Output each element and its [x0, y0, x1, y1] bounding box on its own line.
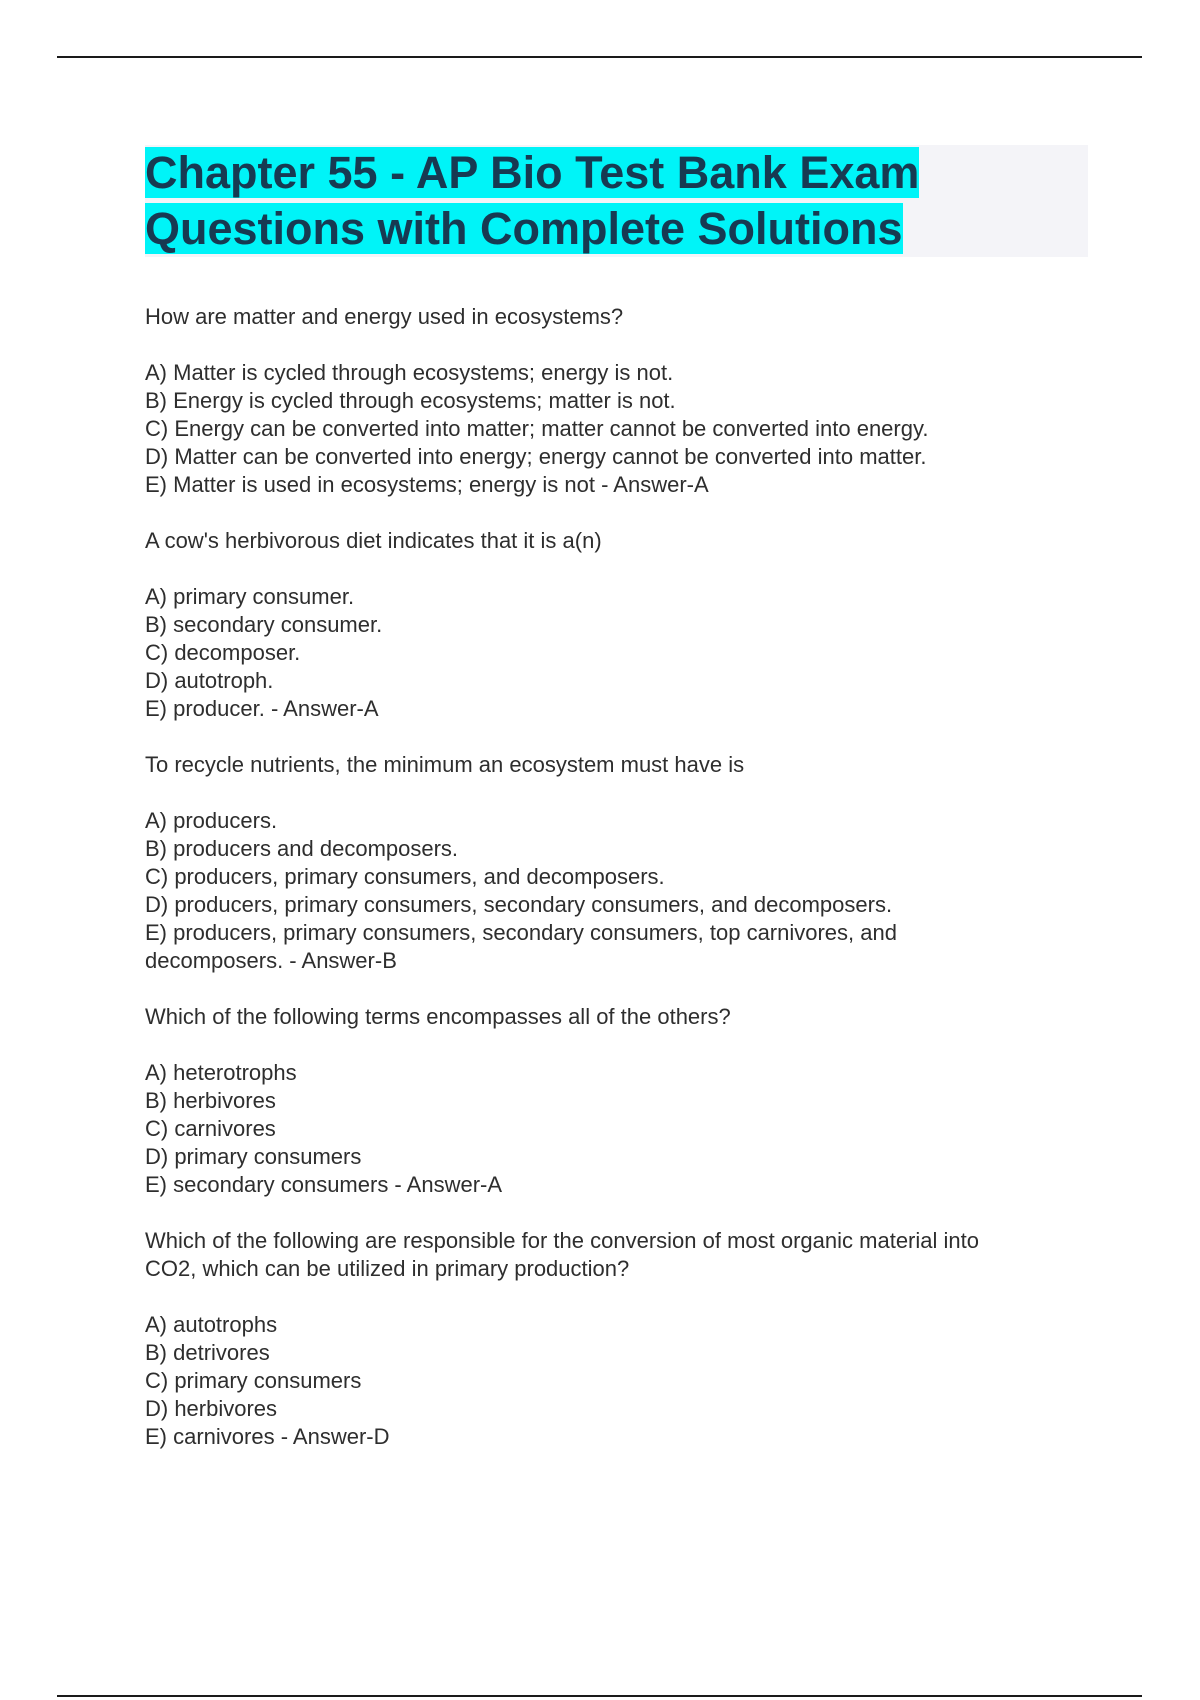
option-line: D) primary consumers: [145, 1144, 362, 1169]
option-line: E) Matter is used in ecosystems; energy is not - Answer-A: [145, 472, 709, 497]
question-1-options: [145, 359, 1105, 499]
option-line: B) herbivores: [145, 1088, 276, 1113]
option-line: C) carnivores: [145, 1116, 276, 1141]
question-prompt: [145, 751, 1105, 779]
option-line: A) Matter is cycled through ecosystems; energy is not.: [145, 360, 674, 385]
question-2-text: A cow's herbivorous diet indicates that it is a(n): [145, 528, 602, 553]
question-list: [145, 303, 1105, 1479]
option-line: D) autotroph.: [145, 668, 274, 693]
question-prompt: [145, 527, 1105, 555]
option-line: decomposers. - Answer-B: [145, 948, 397, 973]
question-prompt: [145, 303, 1105, 331]
question-2-options: [145, 583, 1105, 723]
question-5-text-line-2: CO2, which can be utilized in primary production?: [145, 1256, 630, 1281]
option-line: E) secondary consumers - Answer-A: [145, 1172, 503, 1197]
option-line: A) heterotrophs: [145, 1060, 297, 1085]
option-line: E) producer. - Answer-A: [145, 696, 379, 721]
option-line: C) producers, primary consumers, and decomposers.: [145, 864, 665, 889]
title-block: [145, 145, 1088, 257]
option-line: D) producers, primary consumers, secondary consumers, and decomposers.: [145, 892, 893, 917]
option-line: C) primary consumers: [145, 1368, 362, 1393]
option-line: D) herbivores: [145, 1396, 278, 1421]
option-line: B) secondary consumer.: [145, 612, 383, 637]
option-line: B) producers and decomposers.: [145, 836, 459, 861]
question-1-text: How are matter and energy used in ecosystems?: [145, 304, 624, 329]
question-prompt: [145, 1227, 1105, 1283]
page-title: [145, 145, 1088, 257]
page-title-text: Chapter 55 - AP Bio Test Bank Exam Questions with Complete Solutions: [145, 147, 920, 254]
question-3-text: To recycle nutrients, the minimum an ecosystem must have is: [145, 752, 745, 777]
option-line: A) producers.: [145, 808, 278, 833]
option-line: C) decomposer.: [145, 640, 301, 665]
option-line: C) Energy can be converted into matter; matter cannot be converted into energy.: [145, 416, 929, 441]
question-4-text: Which of the following terms encompasses all of the others?: [145, 1004, 731, 1029]
option-line: E) carnivores - Answer-D: [145, 1424, 390, 1449]
question-4-options: [145, 1059, 1105, 1199]
question-5-options: [145, 1311, 1105, 1451]
question-5-text-line-1: Which of the following are responsible for the conversion of most organic material into: [145, 1228, 979, 1253]
bottom-rule: [57, 1695, 1142, 1697]
option-line: B) detrivores: [145, 1340, 270, 1365]
option-line: E) producers, primary consumers, secondary consumers, top carnivores, and: [145, 920, 897, 945]
question-prompt: [145, 1003, 1105, 1031]
top-rule: [57, 56, 1142, 58]
option-line: A) primary consumer.: [145, 584, 355, 609]
option-line: A) autotrophs: [145, 1312, 278, 1337]
question-3-options: [145, 807, 1105, 975]
option-line: D) Matter can be converted into energy; energy cannot be converted into matter.: [145, 444, 927, 469]
option-line: B) Energy is cycled through ecosystems; matter is not.: [145, 388, 676, 413]
